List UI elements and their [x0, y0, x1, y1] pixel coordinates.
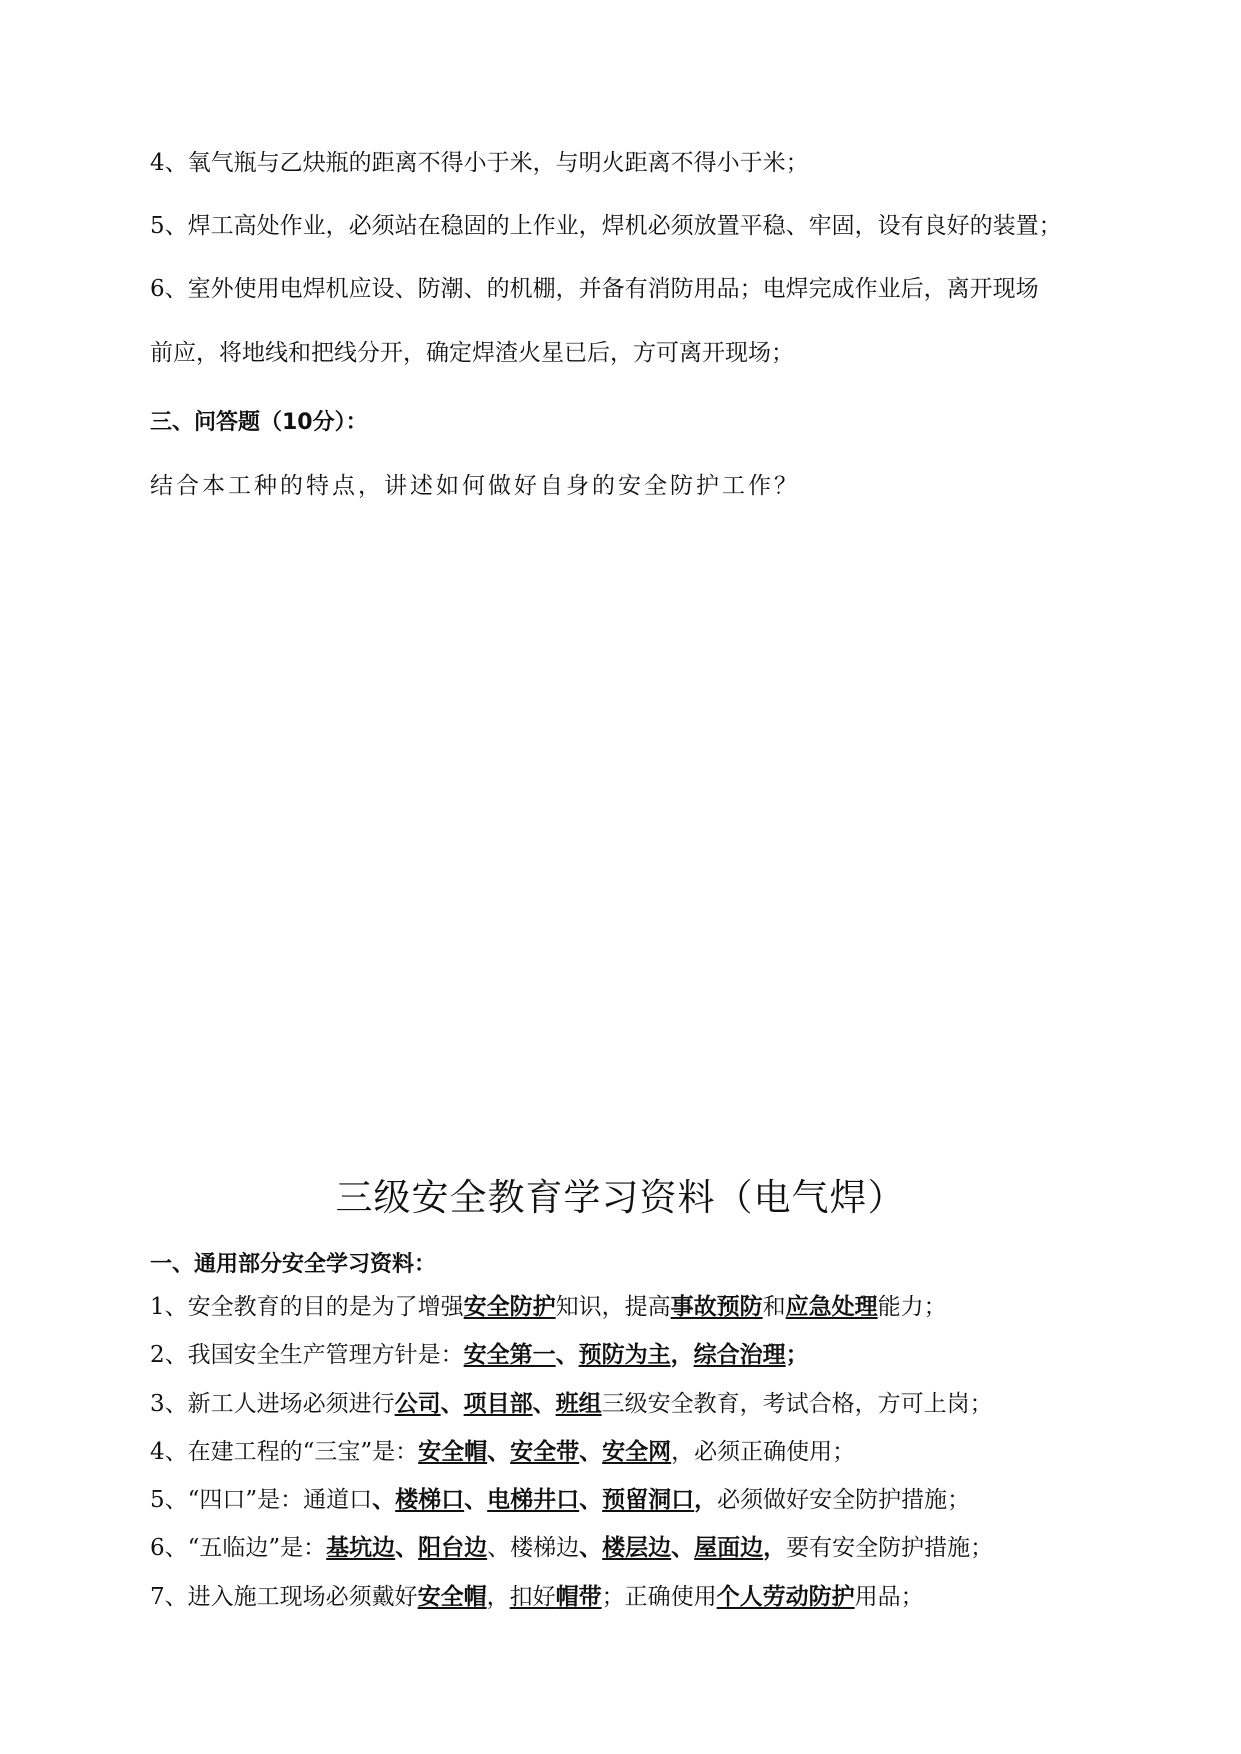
question-6-line-1: 6、室外使用电焊机应设、防潮、的机棚，并备有消防用品；电焊完成作业后，离开现场 [150, 276, 1039, 302]
plain-text: 1、安全教育的目的是为了增强 [150, 1294, 464, 1320]
bold-punctuation: ； [785, 1342, 809, 1368]
bold-punctuation: 、 [464, 1487, 488, 1513]
keyword-underlined: 屋面边 [694, 1535, 764, 1561]
question-4: 4、氧气瓶与乙炔瓶的距离不得小于米，与明火距离不得小于米； [150, 150, 809, 176]
plain-text: 必须做好安全防护措施； [717, 1487, 971, 1513]
list-item-4 [150, 1437, 855, 1467]
section-3-heading: 三、问答题（10分）： [150, 410, 368, 435]
list-item-1 [150, 1292, 947, 1322]
keyword-underlined: 预防为主 [578, 1342, 671, 1368]
bold-punctuation: 、 [487, 1439, 511, 1465]
bold-punctuation: 、 [395, 1535, 419, 1561]
bold-punctuation: ， [670, 1342, 694, 1368]
bold-punctuation: 、 [579, 1439, 603, 1465]
plain-text: 用品； [854, 1584, 924, 1610]
keyword-underlined: 安全帽 [418, 1439, 488, 1465]
plain-text: 要有安全防护措施； [786, 1535, 994, 1561]
keyword-underlined: 安全网 [602, 1439, 672, 1465]
plain-text: ，必须正确使用； [671, 1439, 856, 1465]
keyword-underlined: 楼梯口 [395, 1487, 465, 1513]
keyword-underlined: 班组 [555, 1391, 602, 1417]
plain-text: 5、“四口”是：通道口 [150, 1487, 373, 1513]
plain-text: 能力； [877, 1294, 947, 1320]
list-item-5 [150, 1485, 970, 1515]
plain-text: ， [486, 1584, 510, 1610]
plain-text: 7、进入施工现场必须戴好 [150, 1584, 418, 1610]
keyword-underlined: 安全帽 [417, 1584, 487, 1610]
plain-text: 4、在建工程的“三宝”是： [150, 1439, 419, 1465]
keyword-underlined: 应急处理 [785, 1294, 878, 1320]
list-item-3 [150, 1389, 993, 1419]
list-item-6 [150, 1533, 993, 1563]
question-6-line-2: 前应，将地线和把线分开，确定焊渣火星已后，方可离开现场； [150, 340, 794, 366]
bold-punctuation: ， [763, 1535, 787, 1561]
keyword-underlined: 预留洞口 [602, 1487, 695, 1513]
plain-text: ；正确使用 [601, 1584, 717, 1610]
bold-punctuation: 、 [532, 1391, 556, 1417]
list-item-7 [150, 1582, 924, 1612]
bold-punctuation: 、 [579, 1535, 603, 1561]
keyword-underlined: 公司 [394, 1391, 441, 1417]
list-item-2 [150, 1340, 809, 1370]
plain-text: 三级安全教育，考试合格，方可上岗； [601, 1391, 993, 1417]
keyword-underlined: 阳台边 [418, 1535, 488, 1561]
plain-text: 6、“五临边”是： [150, 1535, 327, 1561]
keyword-underlined: 事故预防 [670, 1294, 763, 1320]
keyword-underlined: 安全第一 [463, 1342, 556, 1368]
keyword-underlined: 基坑边 [326, 1535, 396, 1561]
plain-text: 3、新工人进场必须进行 [150, 1391, 395, 1417]
keyword-underlined: 安全带 [510, 1439, 580, 1465]
underlined-text: 扣好 [509, 1584, 556, 1610]
document-title: 三级安全教育学习资料（电气焊） [335, 1176, 906, 1219]
keyword-underlined: 个人劳动防护 [716, 1584, 855, 1610]
section-1-heading: 一、通用部分安全学习资料： [150, 1252, 437, 1277]
bold-punctuation: ， [694, 1487, 718, 1513]
bold-punctuation: 、 [671, 1535, 695, 1561]
bold-punctuation: 、 [555, 1342, 579, 1368]
keyword-underlined: 项目部 [463, 1391, 533, 1417]
plain-text: 、楼梯边 [487, 1535, 580, 1561]
plain-text: 和 [762, 1294, 786, 1320]
bold-punctuation: 、 [579, 1487, 603, 1513]
keyword-underlined: 帽带 [555, 1584, 602, 1610]
plain-text: 2、我国安全生产管理方针是： [150, 1342, 464, 1368]
plain-text: 知识，提高 [555, 1294, 671, 1320]
keyword-underlined: 电梯井口 [487, 1487, 580, 1513]
keyword-underlined: 综合治理 [693, 1342, 786, 1368]
section-3-question: 结合本工种的特点，讲述如何做好自身的安全防护工作？ [150, 473, 800, 499]
question-5: 5、焊工高处作业，必须站在稳固的上作业，焊机必须放置平稳、牢固，设有良好的装置； [150, 213, 1062, 239]
bold-punctuation: 、 [440, 1391, 464, 1417]
keyword-underlined: 楼层边 [602, 1535, 672, 1561]
bold-punctuation: 、 [372, 1487, 396, 1513]
keyword-underlined: 安全防护 [463, 1294, 556, 1320]
